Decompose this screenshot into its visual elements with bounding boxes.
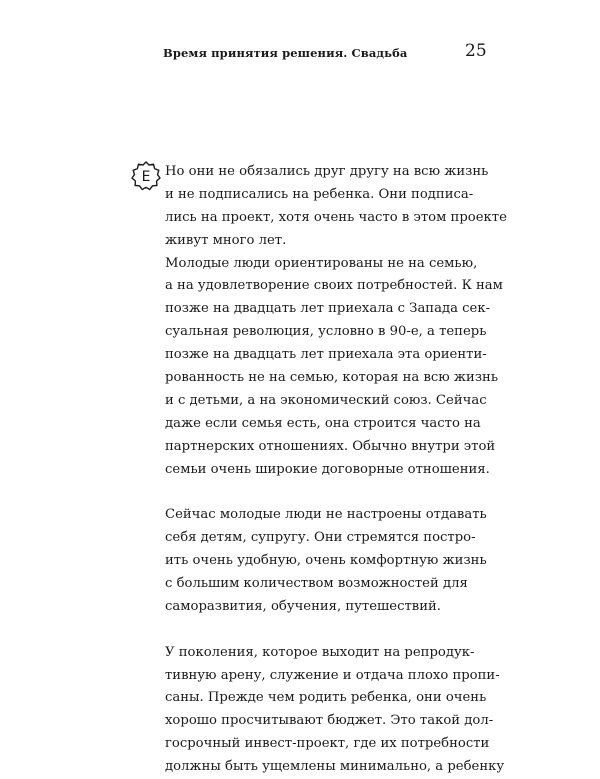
text-line: позже на двадцать лет приехала с Запада сек- xyxy=(165,301,491,317)
text-line: тивную арену, служение и отдача плохо пропи- xyxy=(165,667,500,683)
text-line: суальная революция, условно в 90-е, а теперь xyxy=(165,324,487,340)
text-line: семьи очень широкие договорные отношения. xyxy=(165,461,490,477)
text-line: а на удовлетворение своих потребностей. К нам xyxy=(165,278,503,294)
text-line: партнерских отношениях. Обычно внутри этой xyxy=(165,438,496,454)
text-line: саны. Прежде чем родить ребенка, они очень xyxy=(165,690,487,706)
text-line: Сейчас молодые люди не настроены отдавать xyxy=(165,507,487,523)
text-line: рованность не на семью, которая на всю жизнь xyxy=(165,370,499,386)
paragraph-gap xyxy=(165,481,505,504)
gear-badge-icon xyxy=(130,160,162,192)
running-header-title: Время принятия решения. Свадьба xyxy=(163,46,408,60)
text-line: живут много лет. xyxy=(165,232,287,248)
paragraph xyxy=(165,161,505,481)
text-line: У поколения, которое выходит на репродук- xyxy=(165,644,475,660)
paragraph xyxy=(165,504,505,618)
text-line: госрочный инвест-проект, где их потребности xyxy=(165,736,490,752)
text-line: и не подписались на ребенка. Они подписа- xyxy=(165,186,474,202)
paragraph-gap xyxy=(165,619,505,642)
badge-letter: Е xyxy=(141,169,151,185)
body-text xyxy=(165,161,505,779)
text-line: Но они не обязались друг другу на всю жизнь xyxy=(165,164,489,179)
text-line: позже на двадцать лет приехала эта ориенти- xyxy=(165,347,487,363)
text-line: с большим количеством возможностей для xyxy=(165,576,468,592)
text-line: даже если семья есть, она строится часто на xyxy=(165,415,481,431)
text-line: себя детям, супругу. Они стремятся постро- xyxy=(165,530,476,546)
text-line: лись на проект, хотя очень часто в этом проекте xyxy=(165,209,507,225)
paragraph xyxy=(165,642,505,779)
text-line: хорошо просчитывают бюджет. Это такой дол- xyxy=(165,713,494,729)
text-line: Молодые люди ориентированы не на семью, xyxy=(165,255,478,271)
text-line: должны быть ущемлены минимально, а ребенку xyxy=(165,759,505,775)
text-line: ить очень удобную, очень комфортную жизнь xyxy=(165,553,487,569)
text-line: и с детьми, а на экономический союз. Сейчас xyxy=(165,392,487,408)
page-number: 25 xyxy=(465,41,487,61)
text-line: саморазвития, обучения, путешествий. xyxy=(165,598,441,614)
